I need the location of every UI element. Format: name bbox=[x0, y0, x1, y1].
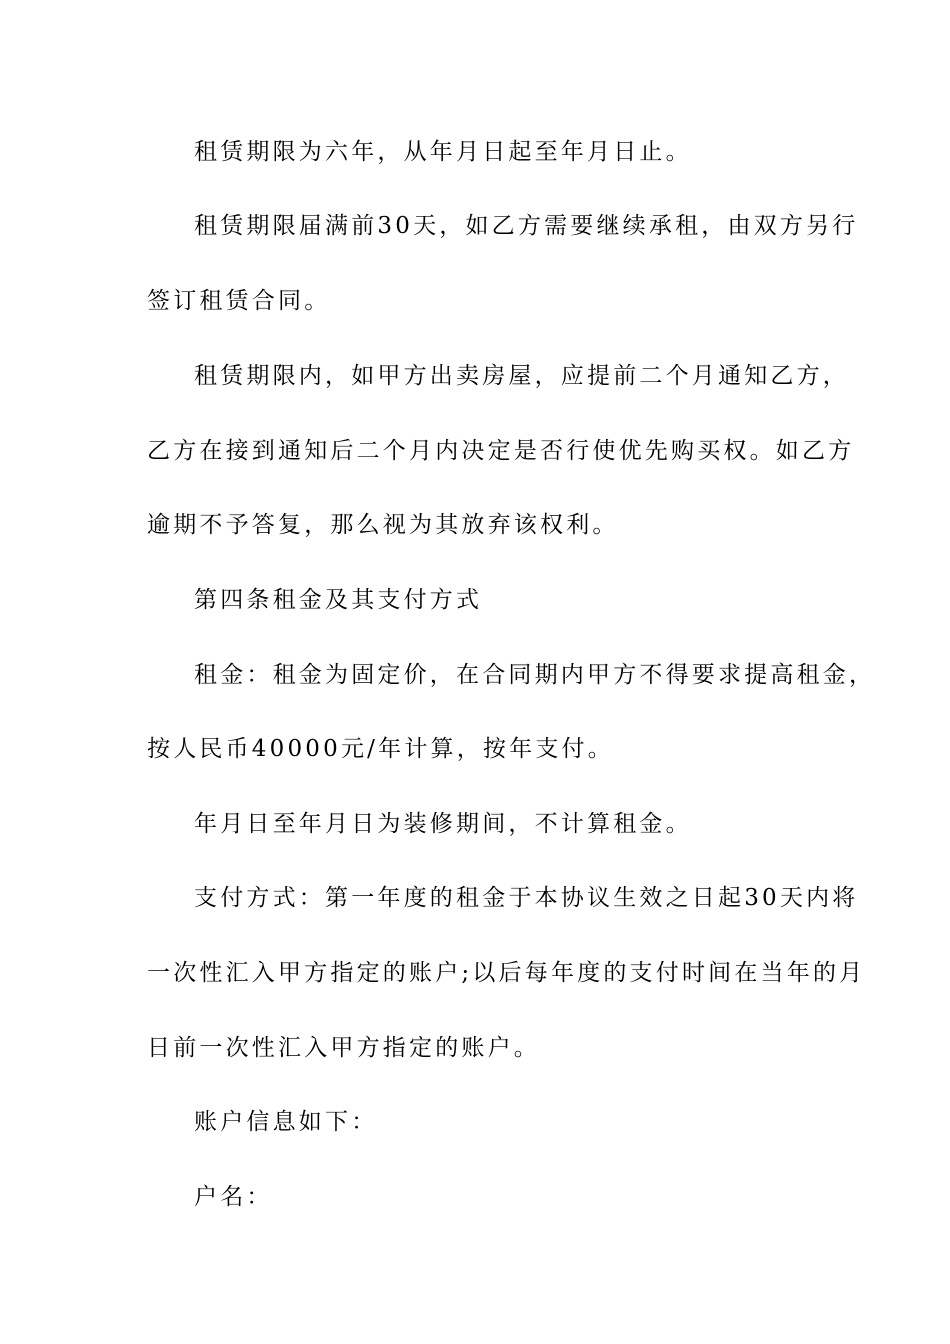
paragraph-sale-line-3: 逾期不予答复，那么视为其放弃该权利。 bbox=[147, 512, 619, 538]
paragraph-rent-line-1: 租金：租金为固定价，在合同期内甲方不得要求提高租金， bbox=[194, 662, 876, 688]
section-heading-article-4: 第四条租金及其支付方式 bbox=[194, 587, 483, 613]
paragraph-renovation-period: 年月日至年月日为装修期间，不计算租金。 bbox=[194, 811, 692, 837]
paragraph-payment-line-2: 一次性汇入甲方指定的账户;以后每年度的支付时间在当年的月 bbox=[147, 960, 866, 986]
paragraph-renewal-line-2: 签订租赁合同。 bbox=[147, 288, 331, 314]
paragraph-rent-line-2: 按人民币40000元/年计算，按年支付。 bbox=[147, 736, 614, 762]
paragraph-lease-term: 租赁期限为六年，从年月日起至年月日止。 bbox=[194, 139, 692, 165]
paragraph-account-info: 账户信息如下： bbox=[194, 1109, 378, 1135]
paragraph-payment-line-3: 日前一次性汇入甲方指定的账户。 bbox=[147, 1035, 540, 1061]
paragraph-account-name: 户名： bbox=[194, 1184, 273, 1210]
paragraph-sale-line-1: 租赁期限内，如甲方出卖房屋，应提前二个月通知乙方， bbox=[194, 363, 849, 389]
paragraph-renewal-line-1: 租赁期限届满前30天，如乙方需要继续承租，由双方另行 bbox=[194, 213, 859, 239]
paragraph-payment-line-1: 支付方式：第一年度的租金于本协议生效之日起30天内将 bbox=[194, 885, 859, 911]
paragraph-sale-line-2: 乙方在接到通知后二个月内决定是否行使优先购买权。如乙方 bbox=[147, 438, 855, 464]
